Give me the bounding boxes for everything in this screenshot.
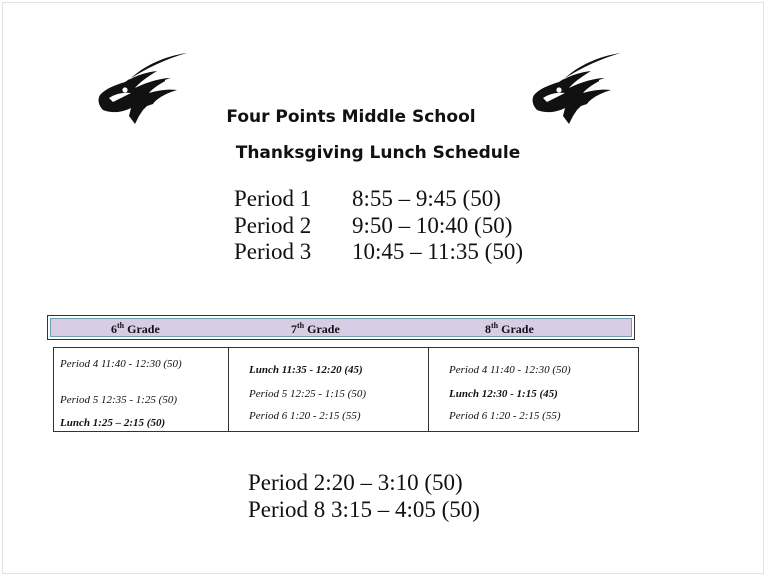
lunch-entry: Lunch 11:35 - 12:20 (45)	[249, 364, 363, 376]
lunch-entry: Lunch 12:30 - 1:15 (45)	[449, 388, 558, 400]
period-time: 8:55 – 9:45 (50)	[352, 186, 501, 211]
grade-7-heading: 7th Grade	[291, 321, 340, 336]
grade-header-bar	[47, 315, 635, 340]
lunch-entry: Lunch 1:25 – 2:15 (50)	[60, 417, 166, 429]
period-row: Period 8 3:15 – 4:05 (50)	[248, 496, 480, 522]
schedule-entry: Period 5 12:25 - 1:15 (50)	[249, 388, 367, 400]
afternoon-periods	[248, 470, 480, 523]
period-row	[234, 186, 523, 213]
period-row	[234, 239, 523, 266]
period-label: Period 3	[234, 239, 312, 264]
period-label: Period 1	[234, 186, 312, 211]
period-row	[234, 213, 523, 240]
morning-periods	[234, 186, 523, 266]
period-time: 10:45 – 11:35 (50)	[352, 239, 523, 264]
schedule-entry: Period 6 1:20 - 2:15 (55)	[249, 410, 361, 422]
period-row: Period 2:20 – 3:10 (50)	[248, 470, 463, 495]
period-label: Period 2	[234, 212, 312, 238]
school-title: Four Points Middle School	[226, 107, 476, 127]
schedule-entry: Period 4 11:40 - 12:30 (50)	[449, 364, 571, 376]
grade-6-schedule	[53, 347, 229, 432]
schedule-entry: Period 4 11:40 - 12:30 (50)	[60, 358, 182, 370]
grade-8-schedule	[428, 347, 639, 432]
grade-7-schedule	[228, 347, 429, 432]
period-time: 9:50 – 10:40 (50)	[352, 212, 513, 238]
schedule-title: Thanksgiving Lunch Schedule	[235, 143, 521, 163]
schedule-entry: Period 5 12:35 - 1:25 (50)	[60, 394, 178, 406]
schedule-entry: Period 6 1:20 - 2:15 (55)	[449, 410, 561, 422]
grade-6-heading: 6th Grade	[111, 321, 160, 336]
grade-8-heading: 8th Grade	[485, 321, 534, 336]
